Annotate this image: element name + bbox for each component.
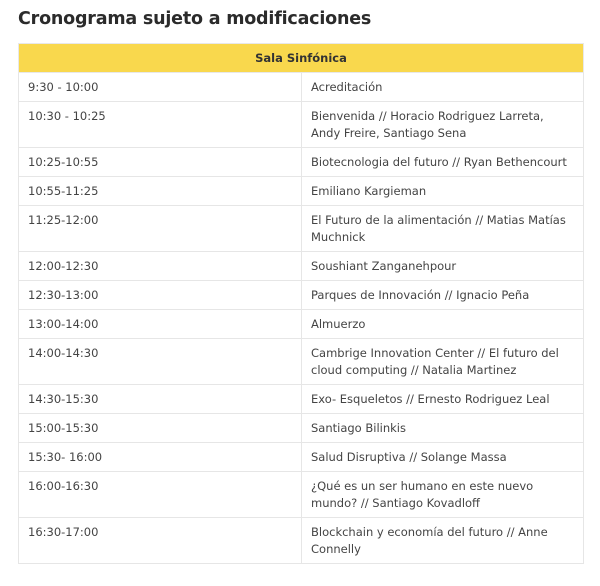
time-cell: 16:30-17:00 — [19, 518, 302, 564]
table-body — [19, 73, 584, 564]
table-row — [19, 252, 584, 281]
table-header-sala: Sala Sinfónica — [19, 44, 584, 73]
time-cell: 15:30- 16:00 — [19, 443, 302, 472]
event-cell: Blockchain y economía del futuro // Anne Connelly — [302, 518, 584, 564]
time-cell: 10:25-10:55 — [19, 148, 302, 177]
table-header-row — [19, 44, 584, 73]
time-cell: 13:00-14:00 — [19, 310, 302, 339]
table-row — [19, 443, 584, 472]
table-row — [19, 339, 584, 385]
event-cell: Biotecnologia del futuro // Ryan Bethencourt — [302, 148, 584, 177]
event-cell: Bienvenida // Horacio Rodriguez Larreta, Andy Freire, Santiago Sena — [302, 102, 584, 148]
table-row — [19, 281, 584, 310]
event-cell: Parques de Innovación // Ignacio Peña — [302, 281, 584, 310]
time-cell: 9:30 - 10:00 — [19, 73, 302, 102]
page-title: Cronograma sujeto a modificaciones — [18, 9, 372, 29]
event-cell: Emiliano Kargieman — [302, 177, 584, 206]
table-row — [19, 148, 584, 177]
time-cell: 10:55-11:25 — [19, 177, 302, 206]
time-cell: 12:00-12:30 — [19, 252, 302, 281]
event-cell: Exo- Esqueletos // Ernesto Rodriguez Leal — [302, 385, 584, 414]
time-cell: 16:00-16:30 — [19, 472, 302, 518]
table-row — [19, 414, 584, 443]
event-cell: Salud Disruptiva // Solange Massa — [302, 443, 584, 472]
table-row — [19, 73, 584, 102]
event-cell: Almuerzo — [302, 310, 584, 339]
table-row — [19, 518, 584, 564]
table-row — [19, 472, 584, 518]
event-cell: Acreditación — [302, 73, 584, 102]
schedule-table — [18, 43, 584, 564]
table-row — [19, 385, 584, 414]
event-cell: Santiago Bilinkis — [302, 414, 584, 443]
table-row — [19, 206, 584, 252]
table-row — [19, 310, 584, 339]
table-row — [19, 102, 584, 148]
event-cell: El Futuro de la alimentación // Matias Matías Muchnick — [302, 206, 584, 252]
table-row — [19, 177, 584, 206]
time-cell: 10:30 - 10:25 — [19, 102, 302, 148]
event-cell: ¿Qué es un ser humano en este nuevo mundo? // Santiago Kovadloff — [302, 472, 584, 518]
time-cell: 12:30-13:00 — [19, 281, 302, 310]
event-cell: Cambrige Innovation Center // El futuro del cloud computing // Natalia Martinez — [302, 339, 584, 385]
time-cell: 11:25-12:00 — [19, 206, 302, 252]
time-cell: 14:00-14:30 — [19, 339, 302, 385]
time-cell: 14:30-15:30 — [19, 385, 302, 414]
event-cell: Soushiant Zanganehpour — [302, 252, 584, 281]
time-cell: 15:00-15:30 — [19, 414, 302, 443]
